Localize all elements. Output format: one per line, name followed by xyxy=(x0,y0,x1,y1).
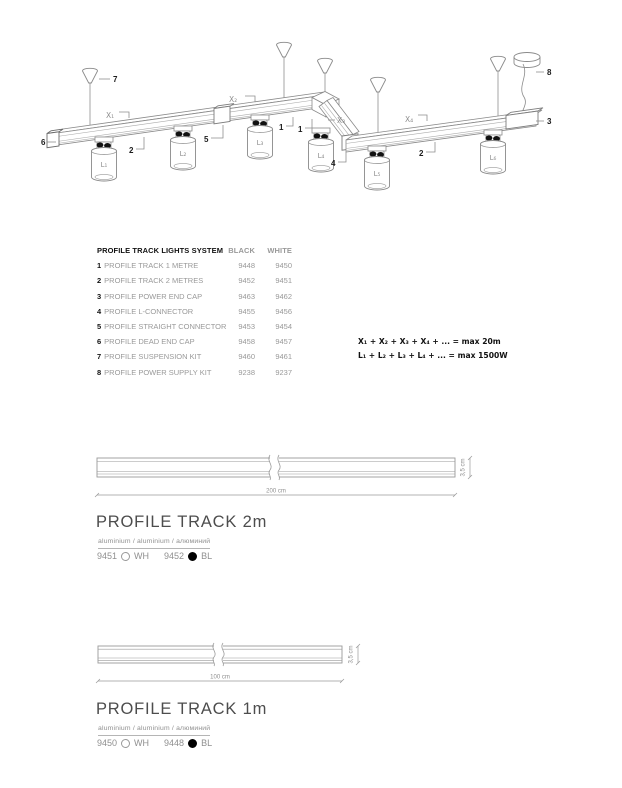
finish-label: BL xyxy=(201,738,213,748)
finish-label: WH xyxy=(134,551,150,561)
row-num: 5 xyxy=(97,322,102,332)
row-white-code: 9462 xyxy=(275,291,292,301)
span-label-x1: X₁ xyxy=(106,111,115,120)
lamp-label-l4: L₄ xyxy=(317,152,325,160)
formula-max-length: X₁ + X₂ + X₃ + X₄ + ... = max 20m xyxy=(358,337,501,346)
track-1m-drawing xyxy=(90,636,380,692)
lamp-label-l3: L₃ xyxy=(256,139,264,147)
row-white-code: 9461 xyxy=(275,352,292,362)
lamp-label-l2: L₂ xyxy=(179,150,187,158)
lamp-6 xyxy=(481,130,506,174)
length-label: 200 cm xyxy=(266,488,286,495)
white-swatch-icon xyxy=(121,552,130,561)
code-number: 9448 xyxy=(164,738,185,748)
height-label: 3,5 cm xyxy=(348,645,355,664)
height-dimension xyxy=(468,456,472,479)
row-white-code: 9451 xyxy=(275,276,292,286)
row-black-code: 9463 xyxy=(238,291,255,301)
row-name: PROFILE SUSPENSION KIT xyxy=(104,352,202,362)
row-name: PROFILE STRAIGHT CONNECTOR xyxy=(104,322,227,332)
lamp-4 xyxy=(309,128,334,172)
row-name: PROFILE TRACK 1 METRE xyxy=(104,261,199,271)
track-2m-materials: aluminium / aluminium / алюминий xyxy=(98,538,210,549)
lamp-label-l6: L₆ xyxy=(489,154,497,162)
table-header xyxy=(97,243,292,258)
part-label-3: 3 xyxy=(547,117,552,126)
leader-lines xyxy=(47,72,544,162)
table-row xyxy=(97,365,292,380)
table-row xyxy=(97,289,292,304)
table-row xyxy=(97,273,292,288)
row-num: 8 xyxy=(97,367,102,377)
row-num: 4 xyxy=(97,306,102,316)
finish-label: BL xyxy=(201,551,213,561)
track-1m-title: PROFILE TRACK 1m xyxy=(96,700,268,718)
row-white-code: 9457 xyxy=(275,337,292,347)
row-name: PROFILE TRACK 2 METRES xyxy=(104,276,204,286)
table-row xyxy=(97,334,292,349)
code-number: 9450 xyxy=(97,738,118,748)
row-num: 1 xyxy=(97,261,102,271)
black-swatch-icon xyxy=(188,739,197,748)
part-label-8: 8 xyxy=(547,68,552,77)
part-label-1a: 1 xyxy=(279,123,284,132)
lamp-2 xyxy=(171,126,196,170)
suspension-kit-cones xyxy=(83,42,506,92)
table-row xyxy=(97,304,292,319)
break-mark xyxy=(213,643,224,666)
table-row xyxy=(97,319,292,334)
column-black: BLACK xyxy=(228,246,255,256)
row-black-code: 9458 xyxy=(238,337,255,347)
row-white-code: 9237 xyxy=(275,367,292,377)
span-label-x2: X₂ xyxy=(229,95,238,104)
row-white-code: 9454 xyxy=(275,322,292,332)
lamp-label-l1: L₁ xyxy=(100,161,108,169)
row-num: 3 xyxy=(97,291,102,301)
span-label-x3: X₃ xyxy=(337,116,346,125)
power-end-cap xyxy=(506,108,543,129)
break-mark xyxy=(269,455,280,480)
part-label-6: 6 xyxy=(41,138,46,147)
code-number: 9452 xyxy=(164,551,185,561)
row-name: PROFILE DEAD END CAP xyxy=(104,337,195,347)
spec-table xyxy=(97,243,292,380)
row-white-code: 9450 xyxy=(275,261,292,271)
table-row xyxy=(97,349,292,364)
track-1m-codes xyxy=(97,738,212,748)
column-white: WHITE xyxy=(267,246,292,256)
part-label-2a: 2 xyxy=(129,146,134,155)
height-dimension xyxy=(356,644,360,665)
part-label-7: 7 xyxy=(113,75,118,84)
row-name: PROFILE POWER SUPPLY KIT xyxy=(104,367,212,377)
row-num: 2 xyxy=(97,276,102,286)
lamp-3 xyxy=(248,115,273,159)
row-white-code: 9456 xyxy=(275,306,292,316)
row-black-code: 9238 xyxy=(238,367,255,377)
row-num: 7 xyxy=(97,352,102,362)
finish-label: WH xyxy=(134,738,150,748)
code-number: 9451 xyxy=(97,551,118,561)
row-black-code: 9452 xyxy=(238,276,255,286)
lamp-1 xyxy=(92,137,117,181)
span-label-x4: X₄ xyxy=(405,115,414,124)
part-label-4: 4 xyxy=(331,159,336,168)
track-2m-codes xyxy=(97,551,212,561)
formula-max-power: L₁ + L₂ + L₃ + L₄ + ... = max 1500W xyxy=(358,351,508,360)
row-black-code: 9448 xyxy=(238,261,255,271)
track-1m-materials: aluminium / aluminium / алюминий xyxy=(98,725,210,736)
track-2m-drawing xyxy=(90,448,490,506)
height-label: 3,5 cm xyxy=(460,458,467,477)
white-swatch-icon xyxy=(121,739,130,748)
part-label-2b: 2 xyxy=(419,149,424,158)
lamp-label-l5: L₅ xyxy=(373,170,381,178)
table-title: PROFILE TRACK LIGHTS SYSTEM xyxy=(97,246,224,256)
row-black-code: 9460 xyxy=(238,352,255,362)
length-label: 100 cm xyxy=(210,674,230,681)
lamp-5 xyxy=(365,146,390,190)
black-swatch-icon xyxy=(188,552,197,561)
formulas xyxy=(358,335,508,363)
row-name: PROFILE L-CONNECTOR xyxy=(104,306,194,316)
row-black-code: 9453 xyxy=(238,322,255,332)
part-label-1b: 1 xyxy=(298,125,303,134)
table-row xyxy=(97,258,292,273)
row-name: PROFILE POWER END CAP xyxy=(104,291,203,301)
row-num: 6 xyxy=(97,337,102,347)
track-2m-title: PROFILE TRACK 2m xyxy=(96,513,268,531)
row-black-code: 9455 xyxy=(238,306,255,316)
system-diagram xyxy=(0,0,622,218)
part-label-5: 5 xyxy=(204,135,209,144)
